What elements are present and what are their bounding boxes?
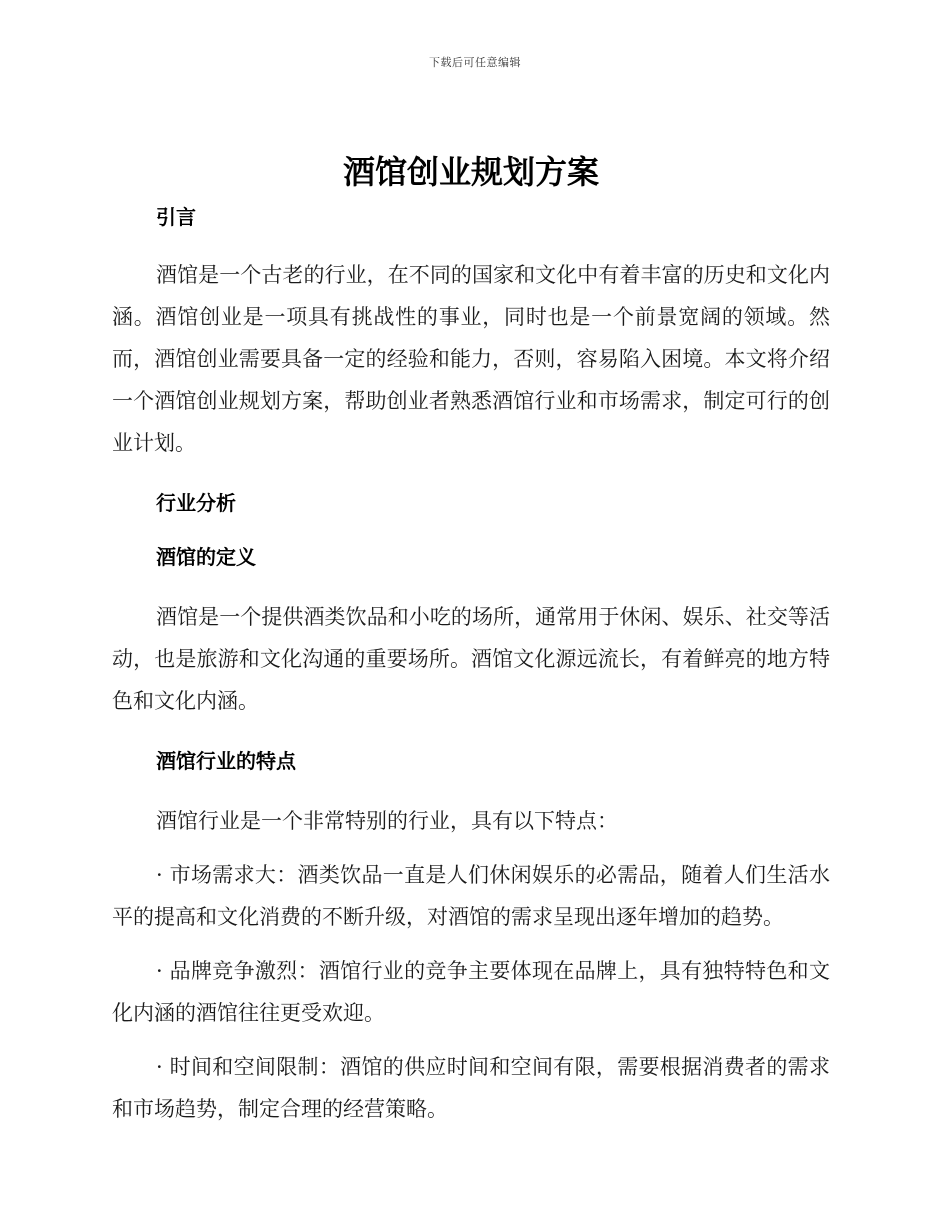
section-heading-intro: 引言 (156, 205, 196, 229)
bullet-time-space-limits: · 时间和空间限制：酒馆的供应时间和空间有限，需要根据消费者的需求和市场趋势，制定合理的经营策略。 (112, 1055, 830, 1121)
section-heading-industry: 行业分析 (156, 491, 236, 515)
bullet-market-demand: · 市场需求大：酒类饮品一直是人们休闲娱乐的必需品，随着人们生活水平的提高和文化消费的不断升级，对酒馆的需求呈现出逐年增加的趋势。 (112, 863, 830, 929)
bullet-brand-competition: · 品牌竞争激烈：酒馆行业的竞争主要体现在品牌上，具有独特特色和文化内涵的酒馆往往更受欢迎。 (112, 959, 830, 1025)
paragraph-features-intro: 酒馆行业是一个非常特别的行业，具有以下特点： (156, 809, 618, 833)
paragraph-intro: 酒馆是一个古老的行业，在不同的国家和文化中有着丰富的历史和文化内涵。酒馆创业是一项具有挑战性的事业，同时也是一个前景宽阔的领域。然而，酒馆创业需要具备一定的经验和能力，否则，容易陷入困境。本文将介绍一个酒馆创业规划方案，帮助创业者熟悉酒馆行业和市场需求，制定可行的创业计划。 (112, 263, 830, 455)
section-heading-definition: 酒馆的定义 (156, 545, 256, 569)
header-note: 下载后可任意编辑 (429, 56, 521, 69)
document-body (112, 148, 830, 1142)
document-title: 酒馆创业规划方案 (342, 153, 599, 191)
paragraph-definition: 酒馆是一个提供酒类饮品和小吃的场所，通常用于休闲、娱乐、社交等活动，也是旅游和文化沟通的重要场所。酒馆文化源远流长，有着鲜亮的地方特色和文化内涵。 (112, 605, 830, 713)
section-heading-features: 酒馆行业的特点 (156, 749, 296, 773)
